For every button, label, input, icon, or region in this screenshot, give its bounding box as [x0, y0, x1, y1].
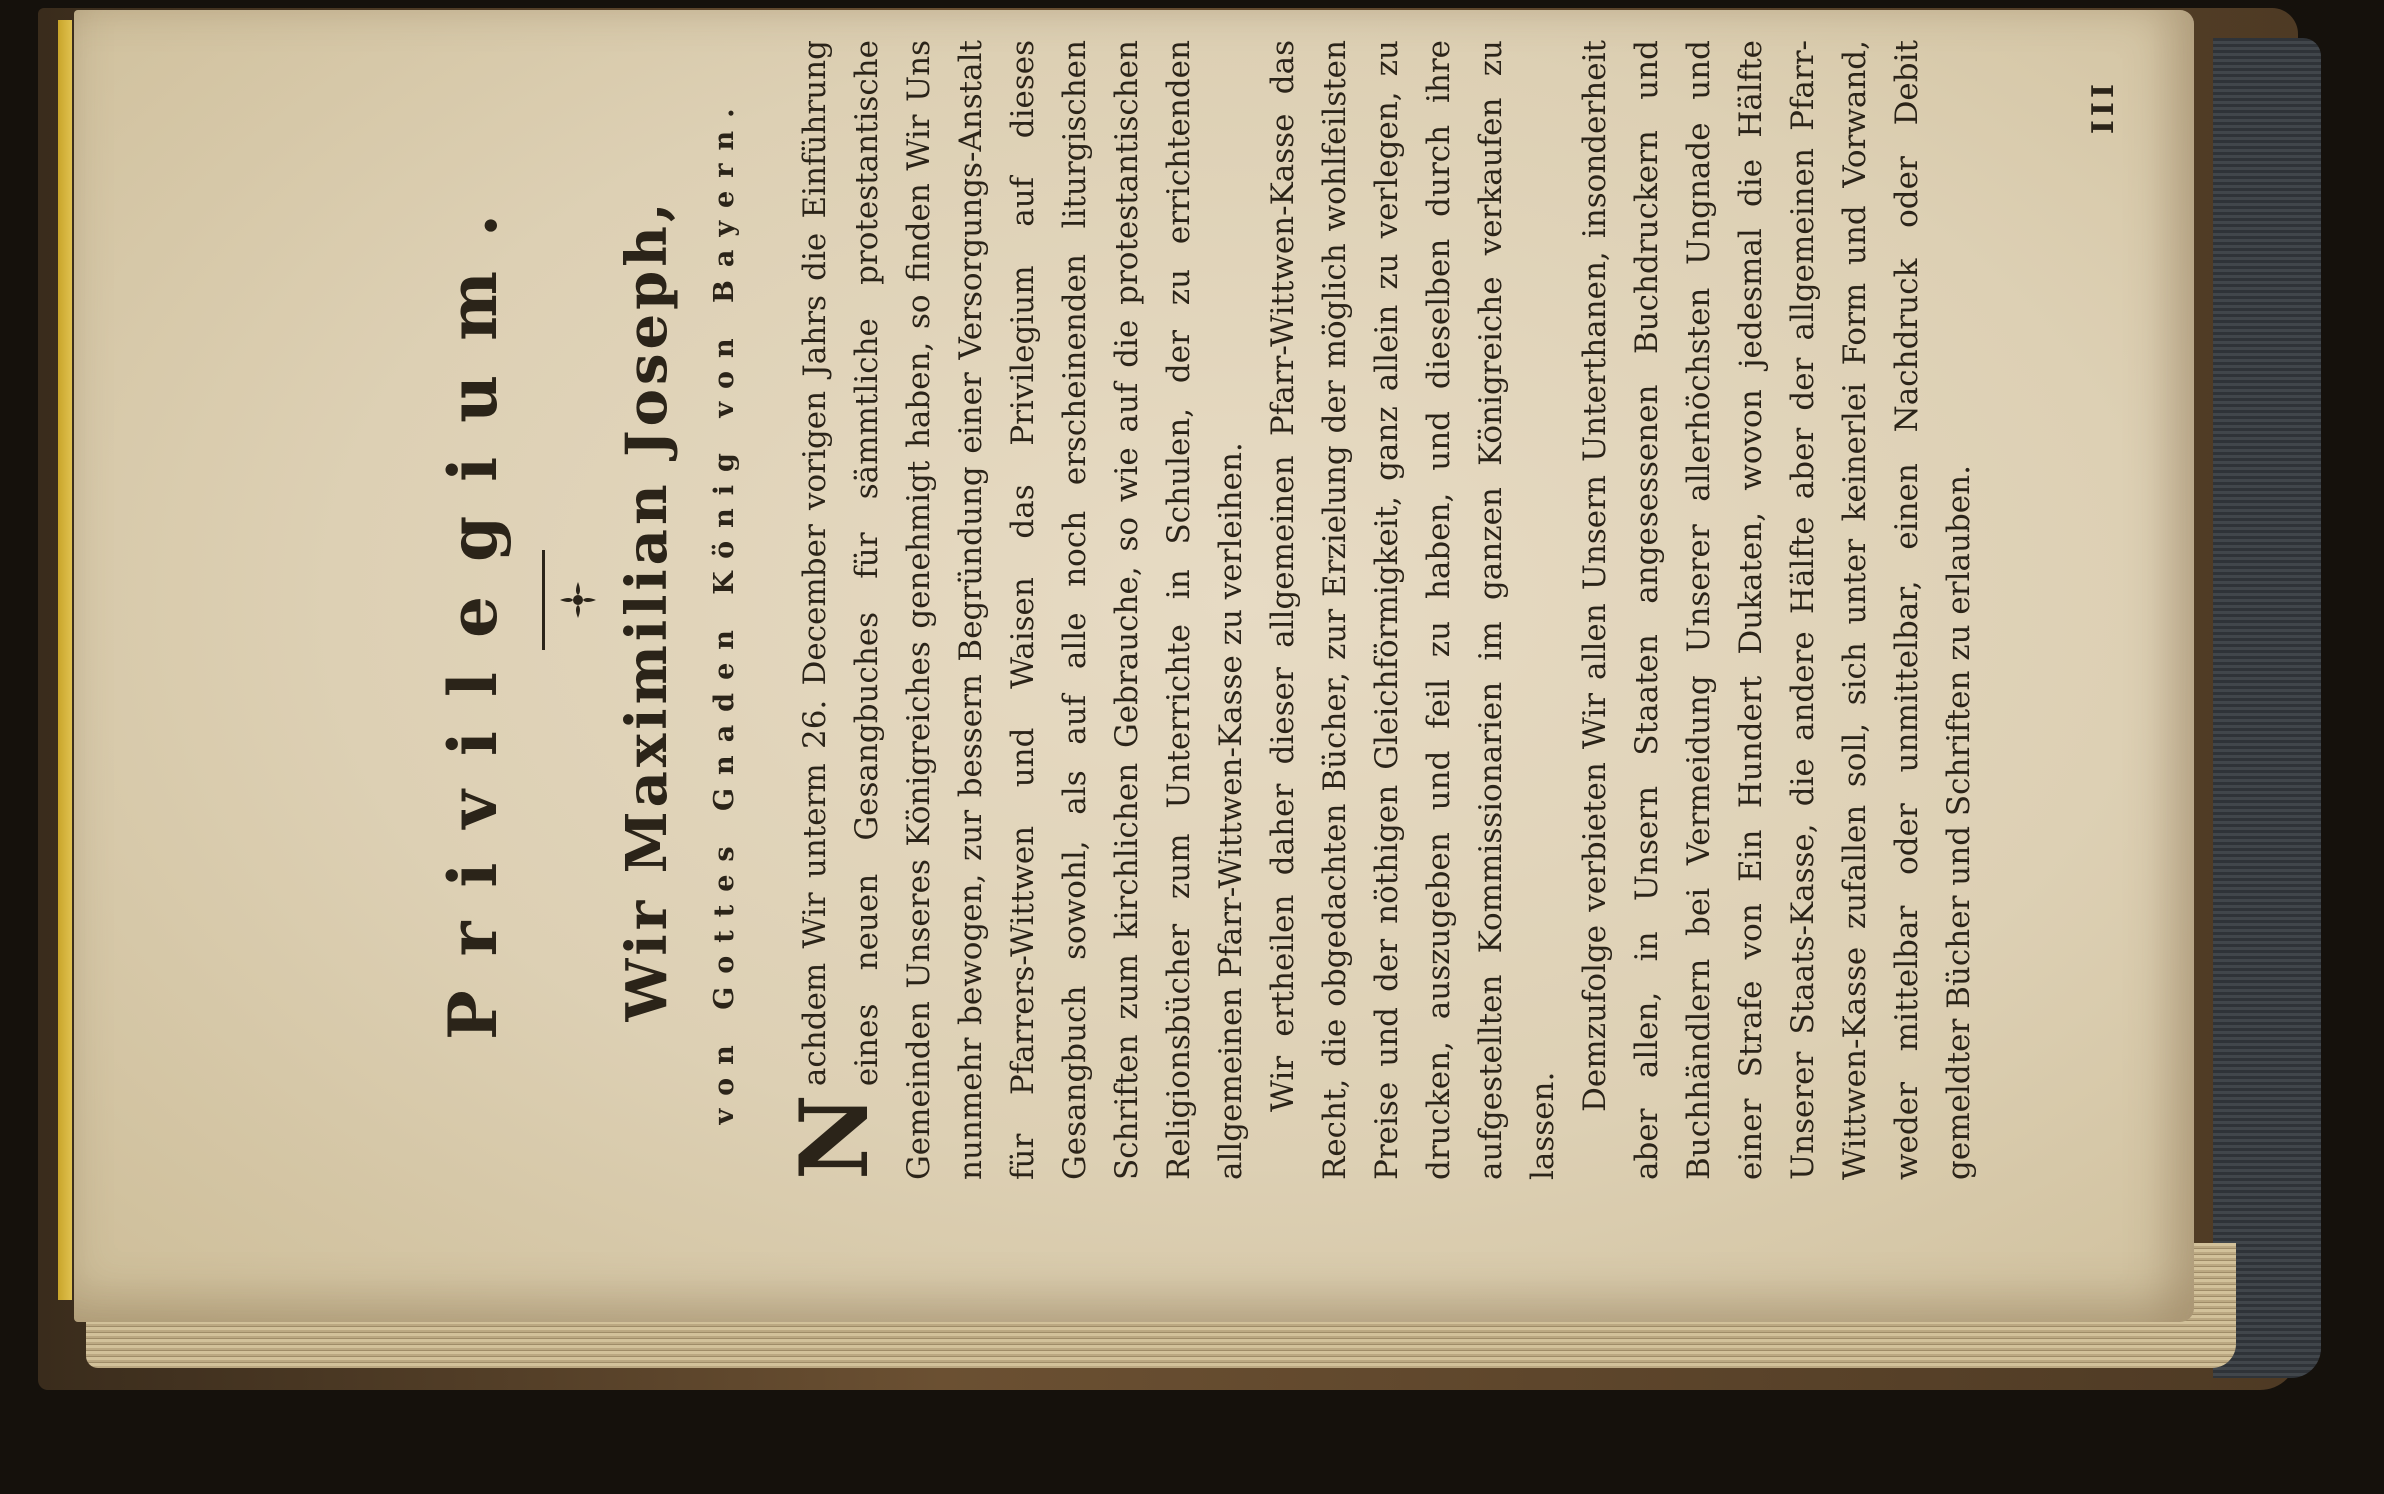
drop-cap: N	[780, 1094, 890, 1180]
page-edge-yellow	[58, 20, 72, 1300]
title-rule	[542, 550, 545, 650]
book-spine	[2213, 38, 2321, 1378]
heading: Wir Maximilian Joseph,	[614, 198, 680, 1022]
page-number: III	[2086, 80, 2121, 135]
paragraph	[780, 40, 1257, 1180]
book-page	[74, 10, 2194, 1322]
paragraph-text: achdem Wir unterm 26. December vorigen Jahrs die Einführung eines neuen Gesangbuches für sämmtliche protestantische Gemeinden Unseres Königreiches genehmigt haben, so finden Wir Uns nunmehr bewogen, zur bessern Begründung einer Versorgungs-Anstalt für Pfarrers-Wittwen und Waisen das Privilegium auf dieses Gesangbuch sowohl, als auf alle noch erscheinenden liturgischen Schriften zum kirchlichen Gebrauche, so wie auf die protestantischen Religionsbücher zum Unterrichte in Schulen, der zu errichtenden allgemeinen Pfarr-Wittwen-Kasse zu verleihen.	[797, 40, 1249, 1180]
paragraph: Wir ertheilen daher dieser allgemeinen Pfarr-Wittwen-Kasse das Recht, die obgedachten Bücher, zur Erzielung der möglich wohlfeilsten Preise und der nöthigen Gleichförmigkeit, ganz allein zu verlegen, zu drucken, auszugeben und feil zu haben, und dieselben durch ihre aufgestellten Kommissionarien im ganzen Königreiche verkaufen zu lassen.	[1265, 40, 1561, 1180]
body-text	[780, 40, 1985, 1180]
floral-ornament-icon	[556, 578, 600, 622]
subheading: von Gottes Gnaden König von Bayern.	[709, 95, 740, 1125]
page-title: Privilegium.	[434, 180, 512, 1040]
paragraph: Demzufolge verbieten Wir allen Unsern Unterthanen, insonderheit aber allen, in Unsern Staaten angesessenen Buchdruckern und Buchhändlern bei Vermeidung Unserer allerhöchsten Ungnade und einer Strafe von Ein Hundert Dukaten, wovon jedesmal die Hälfte Unserer Staats-Kasse, die andere Hälfte aber der allgemeinen Pfarr-Wittwen-Kasse zufallen soll, sich unter keinerlei Form und Vorwand, weder mittelbar oder unmittelbar, einen Nachdruck oder Debit gemeldter Bücher und Schriften zu erlauben.	[1577, 40, 1977, 1180]
page-content	[364, 10, 2164, 1210]
